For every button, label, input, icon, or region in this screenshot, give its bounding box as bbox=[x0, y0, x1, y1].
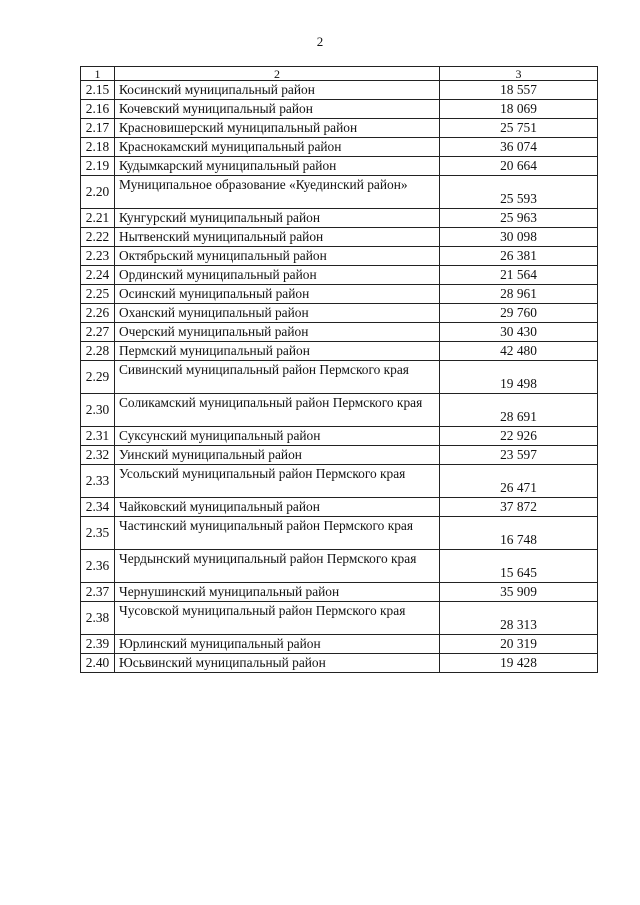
district-name: Кудымкарский муниципальный район bbox=[115, 157, 440, 176]
table-row bbox=[81, 247, 598, 266]
table-row bbox=[81, 157, 598, 176]
district-name: Усольский муниципальный район Пермского края bbox=[115, 465, 440, 498]
column-header-number: 1 bbox=[81, 67, 115, 81]
district-value: 37 872 bbox=[440, 498, 598, 517]
district-name: Очерский муниципальный район bbox=[115, 323, 440, 342]
district-name: Краснокамский муниципальный район bbox=[115, 138, 440, 157]
row-number: 2.34 bbox=[81, 498, 115, 517]
table-row bbox=[81, 602, 598, 635]
district-name: Ординский муниципальный район bbox=[115, 266, 440, 285]
row-number: 2.35 bbox=[81, 517, 115, 550]
district-name: Юрлинский муниципальный район bbox=[115, 635, 440, 654]
district-name: Сивинский муниципальный район Пермского края bbox=[115, 361, 440, 394]
district-value: 35 909 bbox=[440, 583, 598, 602]
table-row bbox=[81, 498, 598, 517]
district-name: Частинский муниципальный район Пермского края bbox=[115, 517, 440, 550]
row-number: 2.33 bbox=[81, 465, 115, 498]
districts-table bbox=[80, 66, 598, 673]
row-number: 2.36 bbox=[81, 550, 115, 583]
table-row bbox=[81, 285, 598, 304]
district-value: 18 557 bbox=[440, 81, 598, 100]
district-name: Суксунский муниципальный район bbox=[115, 427, 440, 446]
table-row bbox=[81, 323, 598, 342]
row-number: 2.29 bbox=[81, 361, 115, 394]
row-number: 2.30 bbox=[81, 394, 115, 427]
district-value: 15 645 bbox=[440, 550, 598, 583]
district-name: Чайковский муниципальный район bbox=[115, 498, 440, 517]
table-row bbox=[81, 550, 598, 583]
district-value: 29 760 bbox=[440, 304, 598, 323]
column-header-value: 3 bbox=[440, 67, 598, 81]
row-number: 2.19 bbox=[81, 157, 115, 176]
page-number: 2 bbox=[316, 34, 324, 49]
district-name: Кочевский муниципальный район bbox=[115, 100, 440, 119]
district-value: 28 961 bbox=[440, 285, 598, 304]
row-number: 2.28 bbox=[81, 342, 115, 361]
row-number: 2.24 bbox=[81, 266, 115, 285]
table-row bbox=[81, 119, 598, 138]
table-row bbox=[81, 446, 598, 465]
table-row bbox=[81, 427, 598, 446]
table-row bbox=[81, 517, 598, 550]
table-row bbox=[81, 654, 598, 673]
district-value: 19 428 bbox=[440, 654, 598, 673]
table-row bbox=[81, 176, 598, 209]
row-number: 2.37 bbox=[81, 583, 115, 602]
district-name: Косинский муниципальный район bbox=[115, 81, 440, 100]
district-name: Кунгурский муниципальный район bbox=[115, 209, 440, 228]
table-row bbox=[81, 304, 598, 323]
row-number: 2.22 bbox=[81, 228, 115, 247]
district-value: 30 430 bbox=[440, 323, 598, 342]
district-name: Муниципальное образование «Куединский район» bbox=[115, 176, 440, 209]
district-name: Юсьвинский муниципальный район bbox=[115, 654, 440, 673]
row-number: 2.25 bbox=[81, 285, 115, 304]
row-number: 2.16 bbox=[81, 100, 115, 119]
district-value: 42 480 bbox=[440, 342, 598, 361]
district-value: 20 664 bbox=[440, 157, 598, 176]
table-row bbox=[81, 361, 598, 394]
district-value: 28 691 bbox=[440, 394, 598, 427]
column-header-name: 2 bbox=[115, 67, 440, 81]
row-number: 2.31 bbox=[81, 427, 115, 446]
row-number: 2.21 bbox=[81, 209, 115, 228]
district-name: Нытвенский муниципальный район bbox=[115, 228, 440, 247]
row-number: 2.27 bbox=[81, 323, 115, 342]
table-row bbox=[81, 266, 598, 285]
row-number: 2.32 bbox=[81, 446, 115, 465]
district-name: Чусовской муниципальный район Пермского края bbox=[115, 602, 440, 635]
table-body bbox=[81, 81, 598, 673]
district-value: 23 597 bbox=[440, 446, 598, 465]
row-number: 2.17 bbox=[81, 119, 115, 138]
table-row bbox=[81, 228, 598, 247]
district-value: 16 748 bbox=[440, 517, 598, 550]
district-value: 20 319 bbox=[440, 635, 598, 654]
district-name: Соликамский муниципальный район Пермского края bbox=[115, 394, 440, 427]
row-number: 2.26 bbox=[81, 304, 115, 323]
table-row bbox=[81, 635, 598, 654]
table-row bbox=[81, 81, 598, 100]
table-row bbox=[81, 465, 598, 498]
district-name: Октябрьский муниципальный район bbox=[115, 247, 440, 266]
district-name: Чернушинский муниципальный район bbox=[115, 583, 440, 602]
district-value: 26 471 bbox=[440, 465, 598, 498]
district-value: 26 381 bbox=[440, 247, 598, 266]
table-row bbox=[81, 209, 598, 228]
district-value: 25 751 bbox=[440, 119, 598, 138]
district-name: Красновишерский муниципальный район bbox=[115, 119, 440, 138]
row-number: 2.40 bbox=[81, 654, 115, 673]
district-value: 30 098 bbox=[440, 228, 598, 247]
district-name: Пермский муниципальный район bbox=[115, 342, 440, 361]
district-name: Уинский муниципальный район bbox=[115, 446, 440, 465]
district-value: 19 498 bbox=[440, 361, 598, 394]
row-number: 2.39 bbox=[81, 635, 115, 654]
district-name: Чердынский муниципальный район Пермского края bbox=[115, 550, 440, 583]
table-row bbox=[81, 138, 598, 157]
district-value: 18 069 bbox=[440, 100, 598, 119]
row-number: 2.18 bbox=[81, 138, 115, 157]
district-value: 22 926 bbox=[440, 427, 598, 446]
table-row bbox=[81, 394, 598, 427]
district-value: 36 074 bbox=[440, 138, 598, 157]
district-name: Оханский муниципальный район bbox=[115, 304, 440, 323]
district-value: 21 564 bbox=[440, 266, 598, 285]
row-number: 2.23 bbox=[81, 247, 115, 266]
district-value: 25 593 bbox=[440, 176, 598, 209]
district-value: 25 963 bbox=[440, 209, 598, 228]
row-number: 2.20 bbox=[81, 176, 115, 209]
table-header-row bbox=[81, 67, 598, 81]
table-row bbox=[81, 342, 598, 361]
table-row bbox=[81, 100, 598, 119]
district-name: Осинский муниципальный район bbox=[115, 285, 440, 304]
row-number: 2.38 bbox=[81, 602, 115, 635]
district-value: 28 313 bbox=[440, 602, 598, 635]
table-row bbox=[81, 583, 598, 602]
row-number: 2.15 bbox=[81, 81, 115, 100]
